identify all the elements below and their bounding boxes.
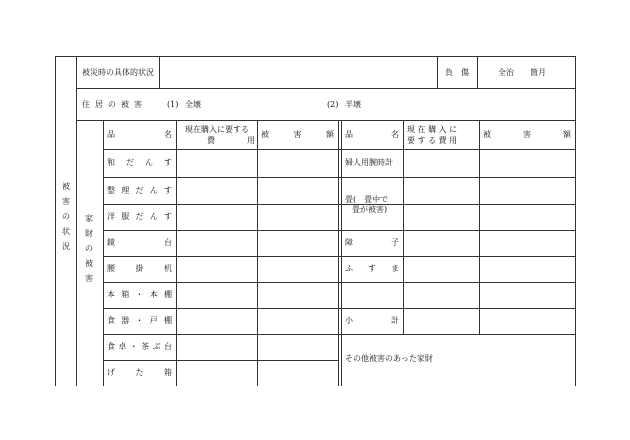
row-divider bbox=[103, 230, 576, 231]
column-divider bbox=[477, 56, 478, 88]
form-left-border bbox=[55, 56, 56, 386]
item-bookcase: 本 箱 ・ 本 棚 bbox=[107, 290, 172, 299]
row-divider bbox=[103, 177, 576, 178]
column-divider-double bbox=[338, 120, 339, 386]
item-tatami-line1: 畳( 畳中で bbox=[345, 195, 389, 204]
injury-value[interactable]: 全治 箇月 bbox=[498, 68, 546, 77]
header-item-name: 品 名 bbox=[107, 130, 172, 139]
column-divider bbox=[479, 120, 480, 334]
side-label-household-damage: 家 財 の 被 害 bbox=[85, 214, 93, 283]
row-divider bbox=[103, 282, 576, 283]
row-divider bbox=[76, 88, 576, 89]
column-divider bbox=[176, 120, 177, 386]
side-label-damage-status: 被 害 の 状 況 bbox=[62, 182, 70, 251]
injury-label: 負 傷 bbox=[445, 68, 469, 77]
row-divider bbox=[103, 149, 576, 150]
row-divider bbox=[103, 360, 339, 361]
column-divider bbox=[257, 120, 258, 386]
item-drawer-chest: 整 理 だ ん す bbox=[107, 186, 172, 195]
disaster-situation-label: 被災時の具体的状況 bbox=[82, 68, 154, 77]
item-tatami-line2: 畳が被害) bbox=[352, 205, 388, 214]
option-2-number: (2) bbox=[327, 100, 339, 109]
column-divider bbox=[76, 56, 77, 386]
column-divider bbox=[403, 120, 404, 334]
column-divider bbox=[437, 56, 438, 88]
item-cupboard: 食 器 ・ 戸 棚 bbox=[107, 316, 172, 325]
item-shoji: 障 子 bbox=[345, 238, 399, 247]
housing-damage-label: 住居の被害 bbox=[82, 100, 147, 109]
item-fusuma: ふ す ま bbox=[345, 264, 399, 273]
item-dresser: 鏡 台 bbox=[107, 238, 172, 247]
item-shoe-cabinet: げ た 箱 bbox=[107, 368, 172, 377]
header-cost-right-line2: 要 す る 費 用 bbox=[407, 136, 458, 145]
row-divider bbox=[76, 120, 576, 121]
header-item-name-right: 品 名 bbox=[345, 130, 399, 139]
item-subtotal: 小 計 bbox=[345, 316, 399, 325]
form-right-border bbox=[575, 56, 576, 386]
row-divider bbox=[103, 204, 576, 205]
damage-form bbox=[55, 56, 576, 386]
row-divider bbox=[103, 256, 576, 257]
header-damage-amount-right: 被 害 額 bbox=[483, 130, 571, 139]
header-cost-line2: 費 用 bbox=[207, 136, 255, 145]
column-divider bbox=[159, 56, 160, 88]
item-wardrobe: 洋 服 だ ん す bbox=[107, 212, 172, 221]
item-dining-table: 食 卓 ・ 茶 ぶ 台 bbox=[107, 342, 172, 351]
option-1-number: (1) bbox=[167, 100, 179, 109]
row-divider bbox=[103, 308, 576, 309]
header-damage-amount: 被 害 額 bbox=[261, 130, 334, 139]
row-divider bbox=[103, 334, 576, 335]
header-cost-right-line1: 現 在 購 入 に bbox=[407, 125, 458, 134]
form-top-border bbox=[55, 56, 576, 57]
option-total-collapse[interactable]: 全壊 bbox=[185, 100, 201, 109]
item-desk: 腰 掛 机 bbox=[107, 264, 172, 273]
option-half-collapse[interactable]: 半壊 bbox=[345, 100, 361, 109]
item-other-damaged: その他被害のあった家財 bbox=[345, 354, 433, 363]
column-divider-double bbox=[341, 120, 342, 386]
item-japanese-chest: 和 だ ん す bbox=[107, 158, 172, 167]
item-ladies-watch: 婦人用腕時計 bbox=[345, 158, 393, 167]
header-cost-line1: 現在購入に要する bbox=[185, 125, 249, 134]
column-divider bbox=[103, 120, 104, 386]
